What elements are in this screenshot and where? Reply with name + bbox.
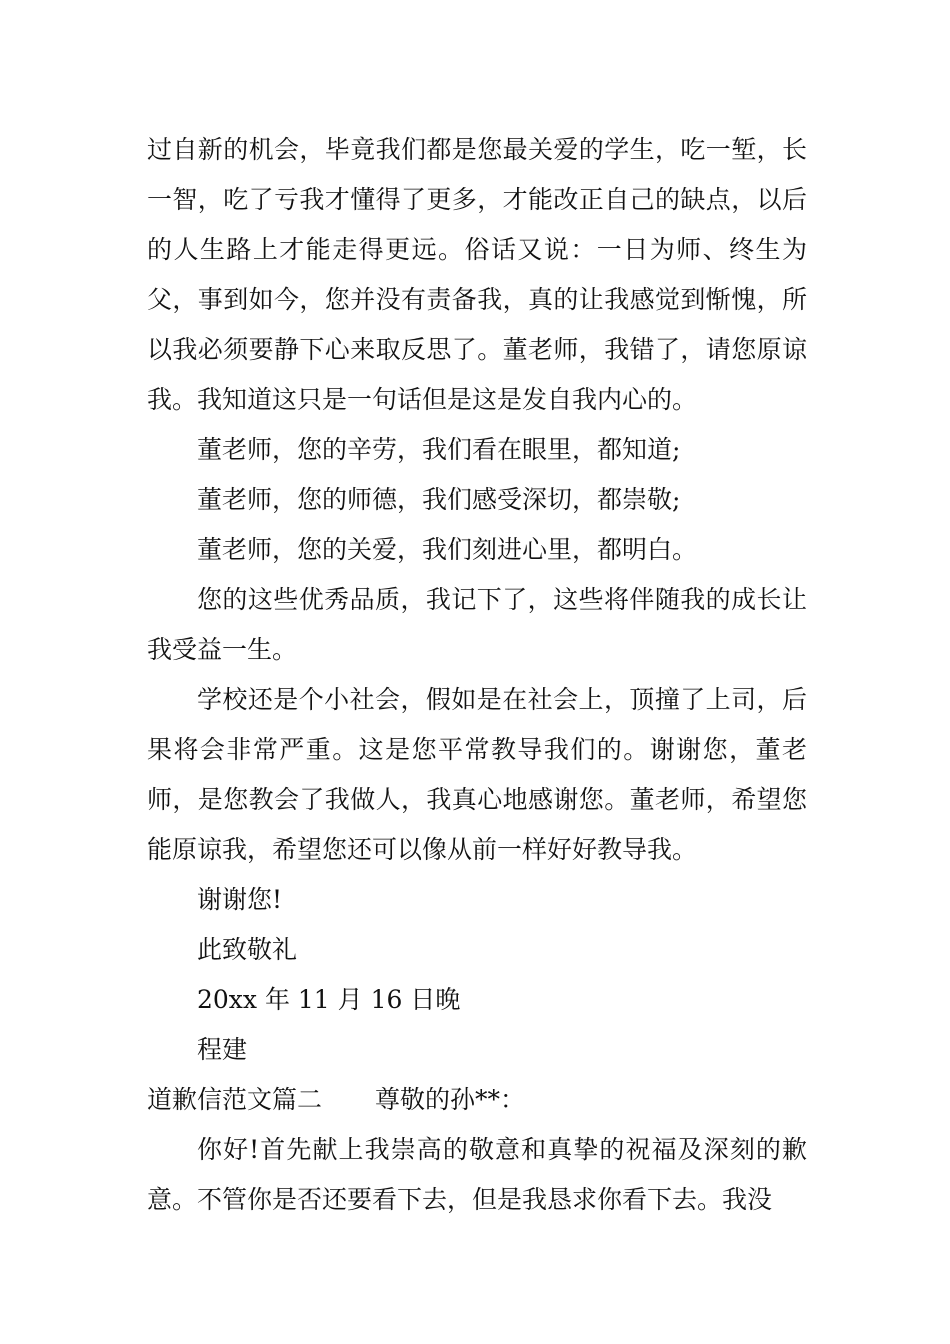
closing-signature: 程建 xyxy=(197,1035,248,1064)
paragraph-praise-2: 董老师，您的师德，我们感受深切，都崇敬; xyxy=(197,485,681,514)
paragraph-continuation: 过自新的机会，毕竟我们都是您最关爱的学生，吃一堑，长一智，吃了亏我才懂得了更多，才能改正自己的缺点，以后的人生路上才能走得更远。俗话又说：一日为师、终生为父，事到如今，您并没有责备我，真的让我感觉到惭愧，所以我必须要静下心来取反思了。董老师，我错了，请您原谅我。我知道这只是一句话但是这是发自我内心的。 xyxy=(147,135,807,414)
closing-date: 20xx 年 11 月 16 日晚 xyxy=(197,985,461,1014)
section-two-paragraph: 你好!首先献上我崇高的敬意和真挚的祝福及深刻的歉意。不管你是否还要看下去，但是我恳求你看下去。我没 xyxy=(147,1135,807,1214)
paragraph-praise-1: 董老师，您的辛劳，我们看在眼里，都知道; xyxy=(197,435,681,464)
closing-thanks: 谢谢您! xyxy=(197,885,283,914)
document-body xyxy=(147,125,807,1225)
paragraph-qualities: 您的这些优秀品质，我记下了，这些将伴随我的成长让我受益一生。 xyxy=(147,585,807,664)
section-two-title: 道歉信范文篇二 xyxy=(147,1085,323,1114)
section-two-heading xyxy=(147,1075,807,1125)
closing-salute: 此致敬礼 xyxy=(197,935,298,964)
section-two-salutation: 尊敬的孙**： xyxy=(375,1085,526,1114)
paragraph-school: 学校还是个小社会，假如是在社会上，顶撞了上司，后果将会非常严重。这是您平常教导我们的。谢谢您，董老师，是您教会了我做人，我真心地感谢您。董老师，希望您能原谅我，希望您还可以像从前一样好好教导我。 xyxy=(147,685,807,864)
paragraph-praise-3: 董老师，您的关爱，我们刻进心里，都明白。 xyxy=(197,535,698,564)
